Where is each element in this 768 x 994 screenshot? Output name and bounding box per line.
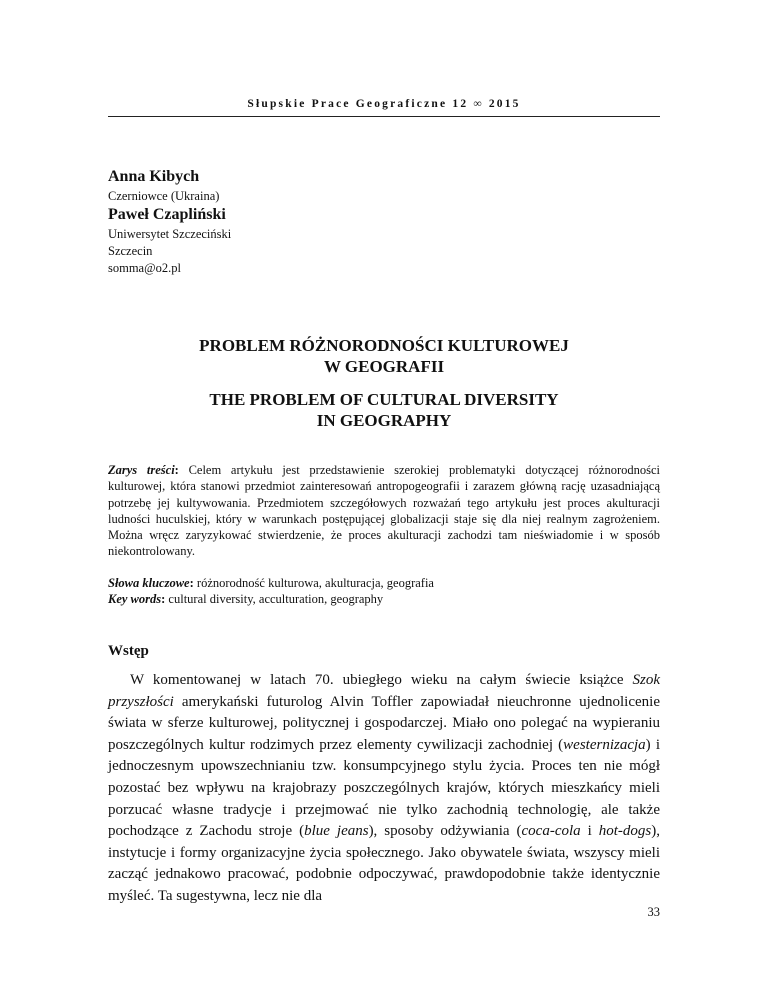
author-name-2: Paweł Czapliński [108,206,226,223]
keywords-polish [108,575,660,591]
keywords-polish-text: różnorodność kulturowa, akulturacja, geografia [193,576,434,590]
keywords-polish-colon: : [189,576,194,590]
body-italic-run: hot-dogs [598,823,652,840]
header-rule [108,116,660,117]
abstract-text: Celem artykułu jest przedstawienie szerokiej problematyki dotyczącej różnorodności kulturowej, która stanowi przedmiot zainteresowań antropogeografii i zarazem główną rację uzasadniającą potrzebę jej kultywowania. Przedmiotem szczegółowych rozważań tego artykułu jest proces akulturacji ludności huculskiej, który w warunkach postępującej globalizacji staje się dla niej realnym zagrożeniem. Można wręcz zaryzykować stwierdzenie, że proces akulturacji zachodzi tam nieświadomie i w sposób niekontrolowany. [108,463,660,559]
title-polish-line-2: W GEOGRAFII [323,357,445,376]
body-italic-run: blue jeans [304,823,369,840]
title-english-line-2: IN GEOGRAPHY [316,411,452,430]
keywords-english-label: Key words [108,592,162,607]
author-affiliation-1: Czerniowce (Ukraina) [108,189,220,203]
body-text-run: ) i jednoczesnym upowszechnianiu tzw. konsumpcyjnego stylu życia. Proces ten nie mógł pozostać bez wpływu na krajobrazy poszczególnych krajów, których mieszkańcy mieli porzucać własne tradycje i przejmować nie tylko zachodnią technologię, ale także pochodzące z Zachodu stroje ( [108,736,660,840]
body-italic-run: coca-cola [521,823,581,840]
section-heading: Wstęp [108,643,149,659]
body-paragraph [108,670,660,908]
author-email-2[interactable]: somma@o2.pl [108,261,181,275]
title-english-line-1: THE PROBLEM OF CULTURAL DIVERSITY [209,390,559,409]
body-text-run: amerykański futurolog Alvin Toffler zapowiadał nieuchronne ujednolicenie świata w sferze kulturowej, politycznej i gospodarczej. Miało ono polegać na wypieraniu poszczególnych kultur rodzimych przez elementy cywilizacji zachodniej ( [108,693,660,753]
title-polish-line-1: PROBLEM RÓŻNORODNOŚCI KULTUROWEJ [199,336,569,355]
keywords [108,575,660,608]
abstract-label: Zarys treści [108,463,175,477]
keywords-english [108,591,660,607]
title-english [108,389,660,431]
keywords-english-colon: : [161,592,166,607]
body-text-run: i [580,823,599,840]
abstract-label-colon: : [174,463,179,477]
body-italic-run: westernizacja [563,736,646,753]
body-text-run: W komentowanej w latach 70. ubiegłego wieku na całym świecie książce [130,672,633,688]
author-name-1: Anna Kibych [108,168,200,185]
keywords-english-text: cultural diversity, acculturation, geography [165,592,384,607]
author-affiliation-2: Uniwersytet Szczeciński [108,227,232,241]
keywords-polish-label: Słowa kluczowe [108,576,190,590]
body-text-run: ), sposoby odżywiania ( [368,823,522,840]
journal-header: Słupskie Prace Geograficzne 12 ∞ 2015 [247,98,521,110]
abstract [108,462,660,560]
title-polish [108,335,660,377]
author-city-2: Szczecin [108,244,153,258]
body-italic-run: Szok przyszłości [108,672,660,710]
page-number: 33 [647,905,660,919]
body-text-run: ), instytucje i formy organizacyjne życia społecznego. Jako obywatele świata, wszyscy mieli zacząć jednakowo pracować, podobnie odpoczywać, prawdopodobnie także identycznie myśleć. Ta sugestywna, lecz nie dla [108,823,660,904]
